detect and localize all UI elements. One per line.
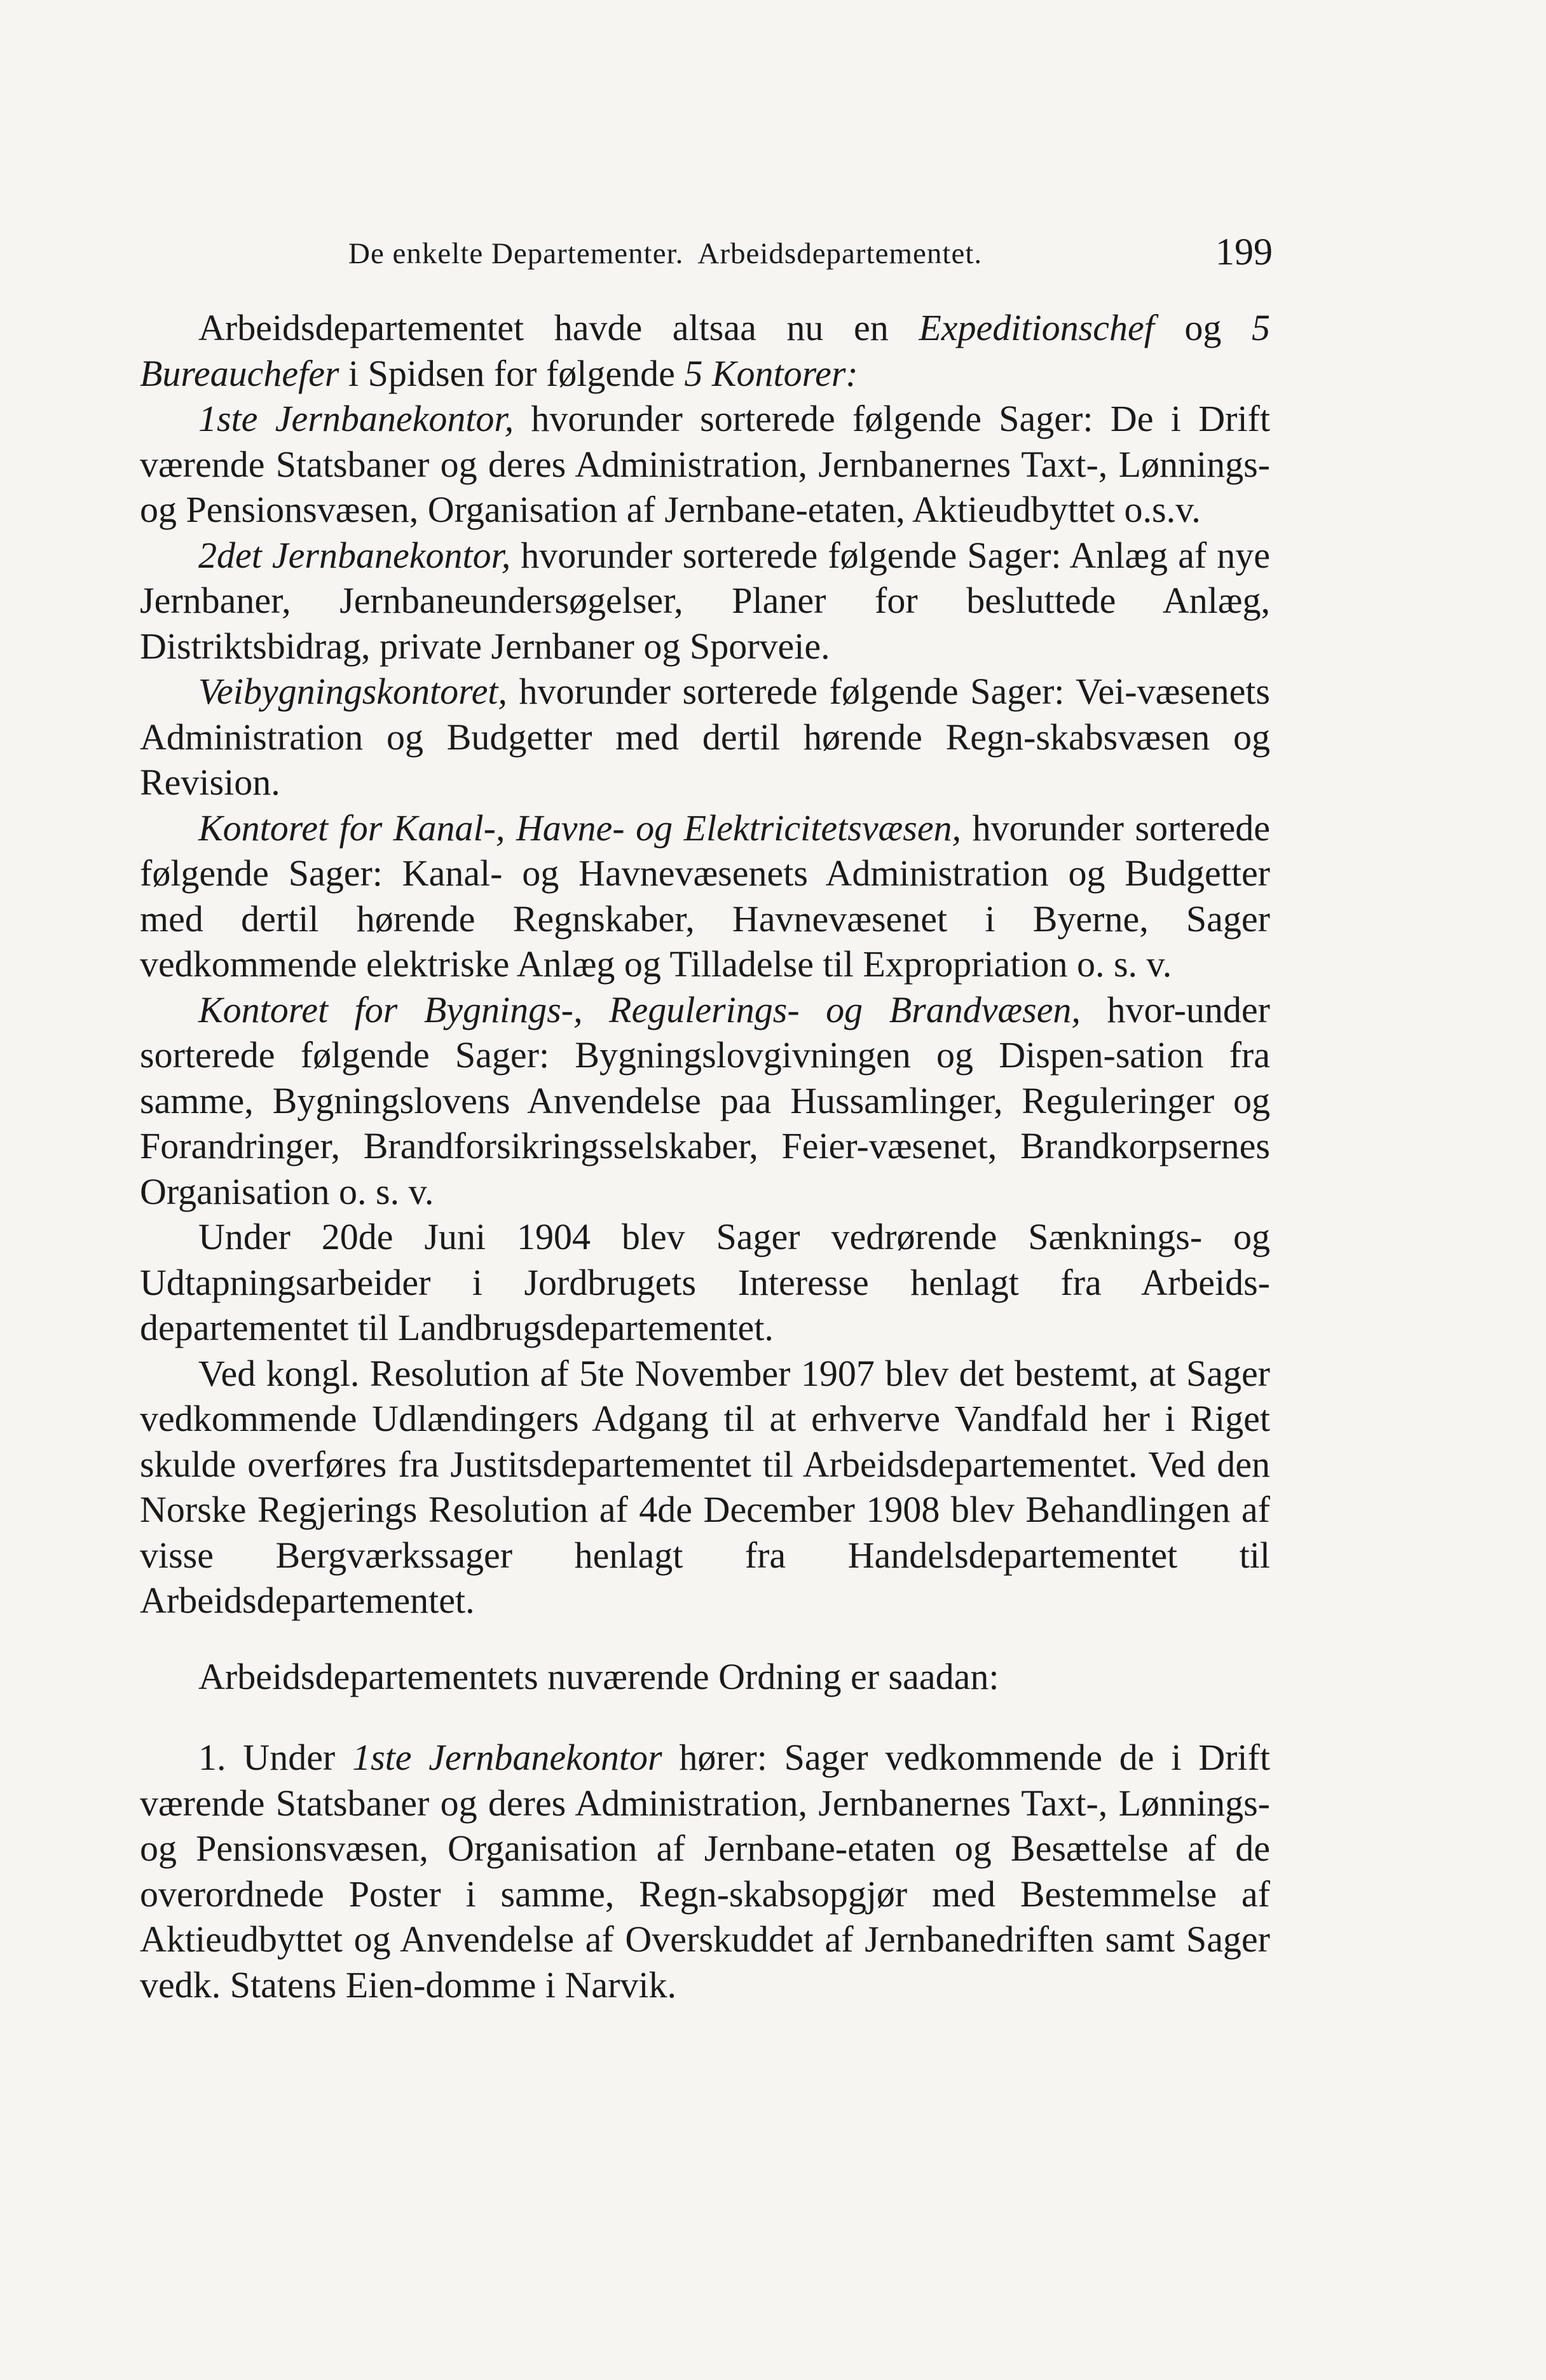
paragraph-bygnings-kontor [140, 987, 1270, 1215]
intro-text-2: og [1154, 307, 1252, 348]
page-number: 199 [1215, 231, 1273, 273]
paragraph-veibygningskontoret [140, 669, 1270, 805]
intro-expeditionschef: Expeditionschef [919, 307, 1154, 348]
summary-heading: Arbeidsdepartementets nuværende Ordning er saadan: [198, 1655, 999, 1697]
paragraph-1907: Ved kongl. Resolution af 5te November 1907 blev det bestemt, at Sager vedkommende Udlændingers Adgang til at erhverve Vandfald her i Riget skulde overføres fra Justitsdepartementet til Arbeidsdepartementet. Ved den Norske Regjerings Resolution af 4de December 1908 blev Behandlingen af visse Bergværkssager henlagt fra Handelsdepartementet til Arbeidsdepartementet. [140, 1352, 1270, 1621]
office-text-3: hvorunder sorterede følgende Sager: Vei-væsenets Administration og Budgetter med dertil hørende Regn-skabsvæsen og Revision. [140, 671, 1270, 803]
paragraph-1904: Under 20de Juni 1904 blev Sager vedrørende Sænknings- og Udtapningsarbeider i Jordbrugets Interesse henlagt fra Arbeids-departementet til Landbrugsdepartementet. [140, 1216, 1270, 1348]
office-name-4: Kontoret for Kanal-, Havne- og Elektricitetsvæsen, [198, 807, 962, 849]
office-text-2: hvorunder sorterede følgende Sager: Anlæg af nye Jernbaner, Jernbaneundersøgelser, Planer for besluttede Anlæg, Distriktsbidrag, private Jernbaner og Sporveie. [140, 534, 1270, 667]
office-name-1: 1ste Jernbanekontor, [198, 398, 514, 439]
paragraph-kanal-havne-kontor [140, 805, 1270, 987]
intro-paragraph [140, 305, 1270, 396]
office-name-2: 2det Jernbanekontor, [198, 534, 511, 576]
office-text-5: hvor-under sorterede følgende Sager: Bygningslovgivningen og Dispen-sation fra samme, Bygningslovens Anvendelse paa Hussamlinger, Reguleringer og Forandringer, Brandforsikringsselskaber, Feier-væsenet, Brandkorpsernes Organisation o. s. v. [140, 988, 1270, 1212]
list-item-1-office: 1ste Jernbanekontor [352, 1737, 662, 1778]
list-item-1 [140, 1735, 1270, 2007]
office-text-4: hvorunder sorterede følgende Sager: Kanal- og Havnevæsenets Administration og Budgetter med dertil hørende Regnskaber, Havnevæsenet i Byerne, Sager vedkommende elektriske Anlæg og Tilladelse til Expropriation o. s. v. [140, 807, 1270, 985]
intro-kontorer: 5 Kontorer: [684, 352, 858, 394]
running-header-department: Arbeidsdepartementet. [697, 237, 983, 270]
list-item-1-text: hører: Sager vedkommende de i Drift værende Statsbaner og deres Administration, Jernbanernes Taxt-, Lønnings- og Pensionsvæsen, Organisation af Jernbane-etaten og Besættelse af de overordnede Poster i samme, Regn-skabsopgjør med Bestemmelse af Aktieudbyttet og Anvendelse af Overskuddet af Jernbanedriften samt Sager vedk. Statens Eien-domme i Narvik. [140, 1737, 1270, 2006]
office-text-1: hvorunder sorterede følgende Sager: De i Drift værende Statsbaner og deres Administration, Jernbanernes Taxt-, Lønnings- og Pensionsvæsen, Organisation af Jernbane-etaten, Aktieudbyttet o.s.v. [140, 398, 1270, 530]
office-name-5: Kontoret for Bygnings-, Regulerings- og Brandvæsen, [198, 988, 1081, 1030]
intro-text-1: Arbeidsdepartementet havde altsaa nu en [198, 307, 919, 348]
running-header-section: De enkelte Departementer. [348, 237, 684, 270]
running-header [348, 236, 982, 271]
list-item-1-lead: 1. Under [198, 1737, 353, 1778]
body-text [140, 305, 1270, 2007]
office-name-3: Veibygningskontoret, [198, 671, 507, 712]
intro-bureauchefer: 5 Bureauchefer [140, 307, 1271, 394]
intro-text-3: i Spidsen for følgende [339, 352, 685, 394]
paragraph-jernbanekontor-2 [140, 533, 1270, 669]
paragraph-jernbanekontor-1 [140, 396, 1270, 533]
